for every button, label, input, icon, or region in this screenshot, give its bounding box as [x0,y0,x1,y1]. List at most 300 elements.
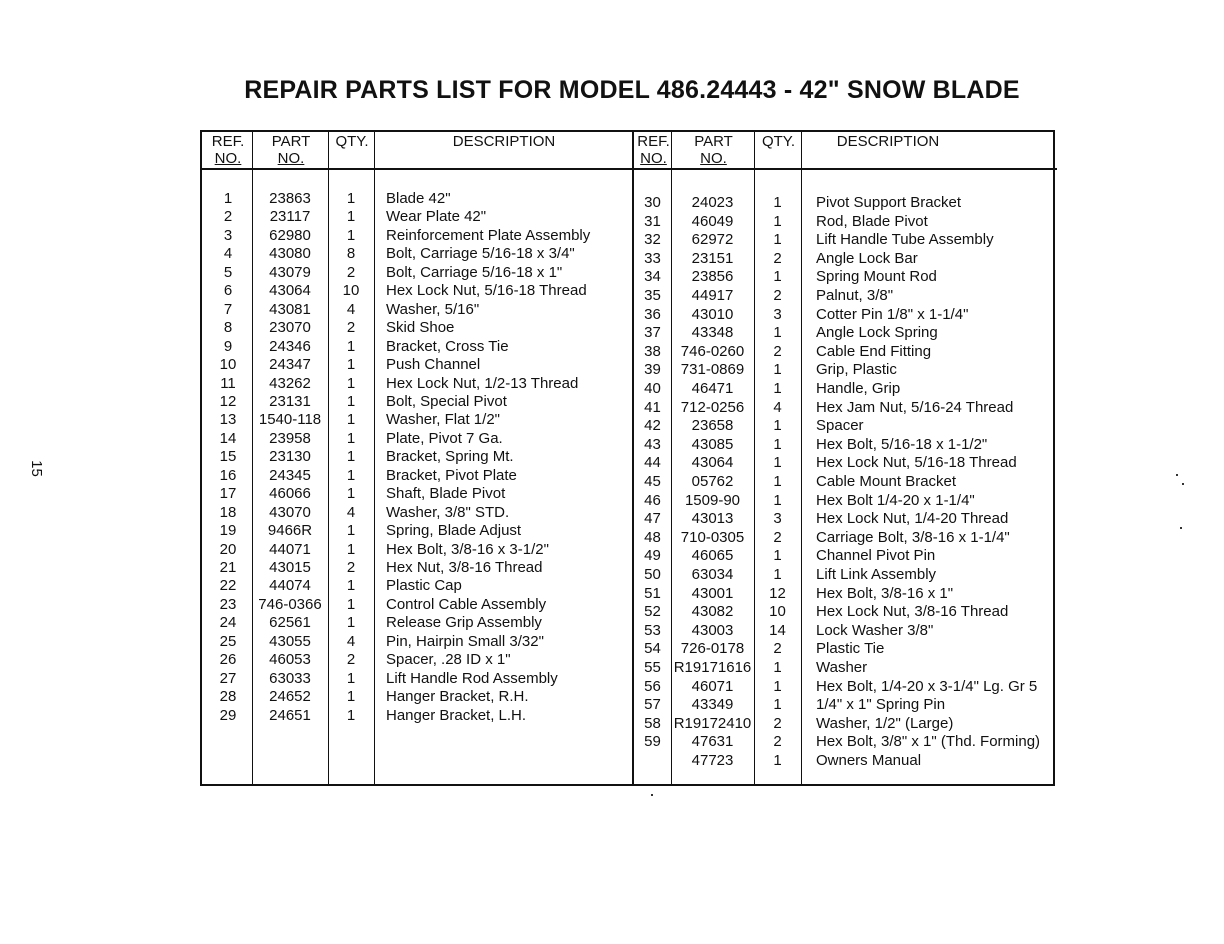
cell-description: Hex Bolt, 3/8-16 x 1" [816,584,954,602]
cell-qty: 1 [346,226,356,244]
cell-description: Plastic Tie [816,640,885,658]
cell-ref: 22 [219,577,237,595]
cell-description: Hex Lock Nut, 3/8-16 Thread [816,603,1009,621]
table-row [634,733,1057,752]
cell-description: Push Channel [386,356,481,374]
cell-ref: 54 [644,640,661,658]
table-row [634,603,1057,622]
table-row [202,670,632,689]
parts-table [200,130,1055,786]
cell-part: 43080 [269,245,311,263]
cell-ref: 4 [223,245,233,263]
table-row [202,264,632,283]
table-row [202,688,632,707]
table-row [634,492,1057,511]
table-row [634,194,1057,213]
table-header-right [634,132,1057,170]
table-row [634,343,1057,362]
table-row [634,529,1057,548]
cell-qty: 1 [346,208,356,226]
cell-qty: 8 [346,245,356,263]
cell-ref: 41 [644,398,661,416]
cell-qty: 1 [773,268,782,286]
scan-speck [651,794,653,796]
cell-ref: 5 [223,263,233,281]
cell-description: Spring, Blade Adjust [386,522,522,540]
cell-description: Hex Jam Nut, 5/16-24 Thread [816,398,1014,416]
table-row [202,411,632,430]
cell-part: 23130 [269,448,311,466]
table-row [634,566,1057,585]
cell-qty: 10 [342,282,360,300]
header-qty: QTY. [335,133,369,150]
cell-ref: 11 [220,374,236,392]
cell-qty: 1 [773,194,782,211]
cell-part: 43064 [691,454,734,472]
cell-ref: 56 [644,677,661,695]
cell-description: Bracket, Pivot Plate [386,466,517,484]
cell-qty: 1 [773,212,782,230]
cell-qty: 1 [346,466,356,484]
table-row [202,208,632,227]
cell-qty: 1 [346,540,356,558]
cell-description: Washer, 3/8" STD. [386,503,510,521]
cell-part: 63033 [269,669,311,687]
cell-ref: 32 [644,231,661,249]
cell-qty: 1 [346,577,356,595]
cell-ref: 2 [223,208,233,226]
cell-part: 746-0366 [258,595,322,613]
cell-qty: 1 [773,380,782,397]
cell-part: 23958 [269,429,311,447]
cell-description: Rod, Blade Pivot [816,212,928,230]
table-row [202,227,632,246]
table-row [634,213,1057,232]
cell-part: 47631 [691,733,734,751]
cell-qty: 2 [346,263,356,281]
cell-part: 23658 [691,417,734,435]
cell-qty: 1 [773,417,782,435]
cell-ref: 23 [219,595,237,613]
cell-qty: 2 [773,714,782,732]
cell-part: 24651 [269,706,311,724]
cell-ref: 38 [644,342,661,360]
cell-part: 43010 [691,305,734,323]
cell-qty: 1 [346,392,356,410]
cell-part: 23863 [269,190,311,207]
cell-qty: 1 [346,669,356,687]
cell-description: Lift Link Assembly [816,566,937,583]
cell-part: 24023 [691,194,734,211]
cell-part: 43064 [269,282,311,300]
table-row [202,338,632,357]
cell-qty: 3 [773,305,782,323]
cell-description: Angle Lock Bar [816,249,918,267]
cell-description: Grip, Plastic [816,361,897,379]
table-row [202,596,632,615]
cell-part: 46066 [269,485,311,503]
cell-description: Release Grip Assembly [386,614,542,632]
cell-description: Blade 42" [386,190,451,207]
cell-part: 63034 [691,566,734,583]
cell-qty: 1 [346,614,356,632]
cell-ref: 10 [219,356,237,374]
cell-ref: 18 [219,503,237,521]
cell-ref: 36 [644,305,661,323]
cell-qty: 2 [346,319,356,337]
cell-ref: 35 [644,287,661,304]
cell-part: 43262 [269,374,311,392]
cell-part: 731-0869 [680,361,745,379]
cell-qty: 1 [773,473,782,490]
cell-ref: 26 [219,651,237,669]
cell-qty: 1 [773,361,782,379]
cell-part: 1509-90 [684,491,741,509]
cell-ref: 19 [219,522,237,540]
cell-ref: 25 [219,632,237,650]
cell-ref: 49 [644,547,661,565]
cell-qty: 1 [346,448,356,466]
cell-qty: 1 [346,411,356,429]
cell-ref: 28 [219,688,237,706]
cell-description: Plastic Cap [386,577,462,595]
cell-part: 710-0305 [680,528,745,546]
cell-qty: 2 [773,733,782,751]
cell-part: R19171616 [673,659,752,676]
cell-ref: 46 [644,491,661,509]
table-header-left [202,132,632,170]
cell-ref: 33 [644,249,661,267]
header-ref: REF. NO. [211,133,245,167]
cell-ref: 37 [644,324,661,342]
cell-part: 46471 [691,380,734,397]
cell-qty: 2 [773,287,782,304]
cell-ref: 20 [219,540,237,558]
cell-part: 43081 [269,300,311,318]
cell-ref: 57 [644,696,661,714]
cell-qty: 2 [773,640,782,658]
cell-part: 43003 [691,621,734,639]
cell-ref: 43 [644,435,661,453]
cell-part: 44074 [269,577,311,595]
cell-description: Washer [816,659,868,676]
cell-qty: 1 [773,566,782,583]
cell-qty: 1 [773,547,782,565]
table-row [202,190,632,209]
cell-part: 46065 [691,547,734,565]
cell-ref: 44 [644,454,661,472]
cell-part: 746-0260 [680,342,745,360]
cell-ref: 16 [219,466,237,484]
cell-ref: 30 [644,194,661,211]
cell-description: Shaft, Blade Pivot [386,485,506,503]
cell-description: Hanger Bracket, R.H. [386,688,529,706]
cell-part: 43015 [269,559,311,576]
cell-description: Angle Lock Spring [816,324,938,342]
cell-part: 43085 [691,435,734,453]
cell-description: Reinforcement Plate Assembly [386,226,591,244]
cell-description: Cotter Pin 1/8" x 1-1/4" [816,305,969,323]
table-row [202,522,632,541]
cell-qty: 2 [773,528,782,546]
table-row [202,356,632,375]
table-row [202,430,632,449]
table-row [634,250,1057,269]
cell-ref: 59 [644,733,661,751]
table-row [634,473,1057,492]
cell-part: 43079 [269,263,311,281]
table-row [202,319,632,338]
cell-ref: 3 [223,226,233,244]
cell-description: Hex Lock Nut, 1/2-13 Thread [386,374,579,392]
cell-part: 43001 [691,584,734,602]
cell-qty: 1 [773,491,782,509]
cell-part: 9466R [267,522,313,540]
cell-ref: 13 [219,411,237,429]
cell-ref: 31 [644,212,661,230]
cell-description: Hanger Bracket, L.H. [386,706,527,724]
header-description: DESCRIPTION [836,133,940,150]
table-row [634,752,1057,771]
table-row [634,380,1057,399]
cell-description: Owners Manual [816,752,922,769]
cell-part: 44071 [269,540,311,558]
cell-description: Palnut, 3/8" [816,287,894,304]
cell-ref: 53 [644,621,661,639]
table-row [634,231,1057,250]
table-row [202,614,632,633]
page-title: REPAIR PARTS LIST FOR MODEL 486.24443 - 42" SNOW BLADE [244,76,1020,104]
cell-part: 43082 [691,603,734,621]
cell-part: 44917 [691,287,734,304]
cell-part: R19172410 [673,714,752,732]
cell-part: 62561 [269,614,311,632]
cell-qty: 1 [773,752,782,769]
parts-table-right [632,132,1057,784]
cell-part: 726-0178 [680,640,745,658]
table-row [634,268,1057,287]
cell-qty: 14 [769,621,786,639]
cell-qty: 1 [773,677,782,695]
cell-part: 46071 [691,677,734,695]
cell-part: 712-0256 [680,398,745,416]
cell-description: Control Cable Assembly [386,595,547,613]
table-row [634,324,1057,343]
header-part: PART NO. [271,133,311,167]
cell-ref: 47 [644,510,661,528]
cell-description: Washer, Flat 1/2" [386,411,500,429]
table-row [634,547,1057,566]
header-qty: QTY. [761,133,796,150]
cell-ref: 17 [219,485,237,503]
cell-description: Bolt, Carriage 5/16-18 x 1" [386,263,563,281]
cell-part: 43013 [691,510,734,528]
cell-part: 43070 [269,503,311,521]
cell-part: 23151 [691,249,734,267]
table-row [202,282,632,301]
table-row [634,417,1057,436]
cell-part: 05762 [691,473,734,490]
cell-qty: 1 [773,435,782,453]
cell-description: Bracket, Spring Mt. [386,448,514,466]
table-row [202,245,632,264]
table-row [202,467,632,486]
cell-description: Lift Handle Rod Assembly [386,669,558,687]
table-row [634,510,1057,529]
cell-ref: 40 [644,380,661,397]
cell-qty: 1 [346,706,356,724]
cell-qty: 1 [773,659,782,676]
cell-part: 46049 [691,212,734,230]
cell-qty: 1 [346,356,356,374]
cell-qty: 1 [773,324,782,342]
cell-ref: 14 [219,429,237,447]
parts-table-left [202,132,632,784]
cell-description: Lock Washer 3/8" [816,621,934,639]
scan-speck [1176,474,1178,476]
cell-qty: 1 [346,429,356,447]
table-row [202,541,632,560]
cell-description: Bolt, Carriage 5/16-18 x 3/4" [386,245,575,263]
table-row [634,436,1057,455]
table-row [634,306,1057,325]
cell-qty: 4 [346,632,356,650]
cell-qty: 1 [346,374,356,392]
cell-description: Bracket, Cross Tie [386,337,509,355]
cell-description: Pivot Support Bracket [816,194,962,211]
table-row [202,393,632,412]
table-row [202,448,632,467]
cell-part: 47723 [691,752,734,769]
cell-description: Bolt, Special Pivot [386,392,507,410]
cell-description: Lift Handle Tube Assembly [816,231,994,249]
cell-qty: 1 [773,231,782,249]
table-row [634,659,1057,678]
cell-ref: 1 [223,190,233,207]
cell-description: Hex Bolt, 3/8" x 1" (Thd. Forming) [816,733,1041,751]
cell-ref: 12 [219,392,237,410]
cell-qty: 12 [769,584,786,602]
cell-description: Hex Bolt 1/4-20 x 1-1/4" [816,491,975,509]
cell-ref: 45 [644,473,661,490]
cell-qty: 1 [346,688,356,706]
cell-qty: 10 [769,603,786,621]
header-part: PART NO. [694,133,733,167]
cell-part: 23070 [269,319,311,337]
cell-ref: 24 [219,614,237,632]
table-row [634,454,1057,473]
cell-ref: 48 [644,528,661,546]
header-description: DESCRIPTION [452,133,556,150]
cell-qty: 1 [346,595,356,613]
cell-description: Carriage Bolt, 3/8-16 x 1-1/4" [816,528,1010,546]
table-row [634,287,1057,306]
table-row [202,577,632,596]
cell-ref: 6 [223,282,233,300]
cell-ref: 50 [644,566,661,583]
table-row [634,678,1057,697]
cell-description: Hex Bolt, 3/8-16 x 3-1/2" [386,540,549,558]
cell-part: 62980 [269,226,311,244]
cell-description: Cable End Fitting [816,342,932,360]
cell-qty: 1 [346,522,356,540]
cell-description: Handle, Grip [816,380,901,397]
cell-description: Hex Lock Nut, 5/16-18 Thread [816,454,1017,472]
cell-ref: 39 [644,361,661,379]
table-row [634,640,1057,659]
cell-part: 62972 [691,231,734,249]
cell-description: 1/4" x 1" Spring Pin [816,696,946,714]
cell-qty: 4 [346,300,356,318]
cell-qty: 1 [346,337,356,355]
cell-description: Spacer [816,417,864,435]
table-row [202,375,632,394]
cell-qty: 1 [773,696,782,714]
cell-part: 46053 [269,651,311,669]
cell-part: 23117 [269,208,311,226]
cell-qty: 4 [773,398,782,416]
cell-part: 43349 [691,696,734,714]
cell-ref: 58 [644,714,661,732]
cell-ref: 34 [644,268,661,286]
cell-ref: 9 [223,337,233,355]
cell-description: Pin, Hairpin Small 3/32" [386,632,544,650]
table-row [634,696,1057,715]
cell-description: Channel Pivot Pin [816,547,936,565]
cell-ref: 8 [223,319,233,337]
cell-description: Skid Shoe [386,319,455,337]
cell-qty: 1 [346,190,356,207]
cell-ref: 7 [223,300,233,318]
cell-part: 23856 [691,268,734,286]
cell-description: Plate, Pivot 7 Ga. [386,429,503,447]
table-row [202,301,632,320]
cell-ref: 51 [644,584,661,602]
table-row [202,485,632,504]
cell-qty: 2 [773,249,782,267]
cell-qty: 2 [773,342,782,360]
cell-part: 24347 [269,356,311,374]
cell-qty: 1 [346,485,356,503]
cell-part: 24652 [269,688,311,706]
cell-description: Washer, 1/2" (Large) [816,714,954,732]
cell-description: Hex Bolt, 1/4-20 x 3-1/4" Lg. Gr 5 [816,677,1038,695]
header-ref: REF. NO. [637,133,670,167]
cell-ref: 27 [219,669,237,687]
cell-description: Cable Mount Bracket [816,473,957,490]
cell-ref: 29 [219,706,237,724]
cell-part: 24346 [269,337,311,355]
scan-speck [1180,527,1182,529]
table-row [634,585,1057,604]
cell-description: Hex Lock Nut, 5/16-18 Thread [386,282,587,300]
cell-ref: 21 [219,559,237,576]
cell-description: Washer, 5/16" [386,300,480,318]
page-number: 15 [27,460,45,477]
table-row [634,715,1057,734]
table-row [634,361,1057,380]
cell-ref: 42 [644,417,661,435]
cell-description: Spring Mount Rod [816,268,937,286]
cell-description: Hex Lock Nut, 1/4-20 Thread [816,510,1009,528]
cell-description: Hex Nut, 3/8-16 Thread [386,559,543,576]
table-row [202,707,632,726]
table-row [202,559,632,578]
cell-qty: 1 [773,454,782,472]
cell-ref: 15 [219,448,237,466]
cell-part: 43348 [691,324,734,342]
cell-part: 24345 [269,466,311,484]
